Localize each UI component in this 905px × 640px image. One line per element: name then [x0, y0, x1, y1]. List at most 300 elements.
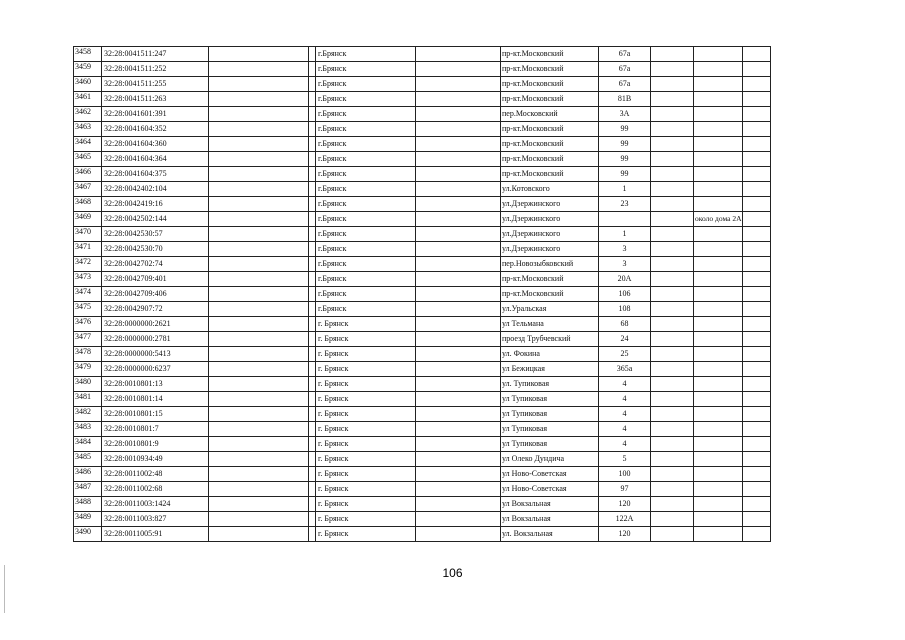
- blank-cell: [209, 497, 309, 512]
- blank-cell: [209, 272, 309, 287]
- city-cell: г.Брянск: [316, 92, 416, 107]
- blank-cell: [416, 62, 501, 77]
- blank-cell: [209, 227, 309, 242]
- row-number: 3478: [74, 347, 102, 362]
- row-number: 3484: [74, 437, 102, 452]
- blank-cell: [651, 197, 694, 212]
- city-cell: г.Брянск: [316, 122, 416, 137]
- street-cell: ул Тупиковая: [501, 407, 599, 422]
- row-number: 3490: [74, 527, 102, 542]
- house-number-cell: 365а: [599, 362, 651, 377]
- cadastral-number: 32:28:0011005:91: [102, 527, 209, 542]
- blank-cell: [416, 257, 501, 272]
- registry-table: [73, 46, 771, 542]
- house-number-cell: 120: [599, 497, 651, 512]
- blank-cell: [209, 482, 309, 497]
- blank-cell: [309, 362, 316, 377]
- table-row: [74, 407, 771, 422]
- note-cell: около дома 2А: [694, 212, 743, 227]
- row-number: 3471: [74, 242, 102, 257]
- note-cell: [694, 137, 743, 152]
- house-number-cell: 3: [599, 257, 651, 272]
- table-row: [74, 452, 771, 467]
- cadastral-number: 32:28:0011003:827: [102, 512, 209, 527]
- city-cell: г.Брянск: [316, 257, 416, 272]
- blank-cell: [742, 482, 770, 497]
- blank-cell: [742, 302, 770, 317]
- row-number: 3488: [74, 497, 102, 512]
- table-row: [74, 317, 771, 332]
- blank-cell: [742, 152, 770, 167]
- blank-cell: [742, 227, 770, 242]
- cadastral-number: 32:28:0042709:406: [102, 287, 209, 302]
- blank-cell: [416, 332, 501, 347]
- house-number-cell: 99: [599, 137, 651, 152]
- table-row: [74, 287, 771, 302]
- blank-cell: [309, 527, 316, 542]
- note-cell: [694, 257, 743, 272]
- house-number-cell: 108: [599, 302, 651, 317]
- blank-cell: [209, 122, 309, 137]
- blank-cell: [416, 317, 501, 332]
- blank-cell: [742, 137, 770, 152]
- blank-cell: [742, 287, 770, 302]
- street-cell: пер.Новозыбковский: [501, 257, 599, 272]
- blank-cell: [742, 437, 770, 452]
- city-cell: г.Брянск: [316, 197, 416, 212]
- house-number-cell: 4: [599, 422, 651, 437]
- blank-cell: [742, 77, 770, 92]
- cadastral-number: 32:28:0010801:9: [102, 437, 209, 452]
- blank-cell: [416, 437, 501, 452]
- city-cell: г. Брянск: [316, 467, 416, 482]
- blank-cell: [651, 512, 694, 527]
- row-number: 3468: [74, 197, 102, 212]
- blank-cell: [209, 77, 309, 92]
- blank-cell: [309, 332, 316, 347]
- blank-cell: [651, 167, 694, 182]
- cadastral-number: 32:28:0010801:15: [102, 407, 209, 422]
- cadastral-number: 32:28:0042530:70: [102, 242, 209, 257]
- street-cell: пр-кт.Московский: [501, 77, 599, 92]
- house-number-cell: 3А: [599, 107, 651, 122]
- city-cell: г. Брянск: [316, 317, 416, 332]
- blank-cell: [651, 347, 694, 362]
- blank-cell: [416, 107, 501, 122]
- table-row: [74, 77, 771, 92]
- row-number: 3475: [74, 302, 102, 317]
- blank-cell: [309, 167, 316, 182]
- blank-cell: [209, 512, 309, 527]
- note-cell: [694, 347, 743, 362]
- row-number: 3487: [74, 482, 102, 497]
- row-number: 3486: [74, 467, 102, 482]
- cadastral-number: 32:28:0011002:68: [102, 482, 209, 497]
- blank-cell: [309, 377, 316, 392]
- table-row: [74, 197, 771, 212]
- blank-cell: [309, 92, 316, 107]
- blank-cell: [416, 167, 501, 182]
- house-number-cell: 3: [599, 242, 651, 257]
- blank-cell: [651, 257, 694, 272]
- table-row: [74, 182, 771, 197]
- street-cell: ул Тупиковая: [501, 437, 599, 452]
- row-number: 3465: [74, 152, 102, 167]
- cadastral-number: 32:28:0042530:57: [102, 227, 209, 242]
- blank-cell: [416, 407, 501, 422]
- row-number: 3462: [74, 107, 102, 122]
- blank-cell: [209, 287, 309, 302]
- blank-cell: [651, 152, 694, 167]
- row-number: 3467: [74, 182, 102, 197]
- blank-cell: [209, 137, 309, 152]
- blank-cell: [416, 122, 501, 137]
- cadastral-number: 32:28:0041511:263: [102, 92, 209, 107]
- city-cell: г.Брянск: [316, 47, 416, 62]
- blank-cell: [209, 257, 309, 272]
- blank-cell: [309, 122, 316, 137]
- cadastral-number: 32:28:0042907:72: [102, 302, 209, 317]
- blank-cell: [416, 182, 501, 197]
- table-row: [74, 512, 771, 527]
- street-cell: проезд Трубчевский: [501, 332, 599, 347]
- street-cell: ул Тельмана: [501, 317, 599, 332]
- cadastral-number: 32:28:0010934:49: [102, 452, 209, 467]
- house-number-cell: 1: [599, 227, 651, 242]
- blank-cell: [742, 182, 770, 197]
- house-number-cell: 67а: [599, 62, 651, 77]
- blank-cell: [651, 362, 694, 377]
- blank-cell: [651, 497, 694, 512]
- blank-cell: [416, 242, 501, 257]
- cadastral-number: 32:28:0010801:13: [102, 377, 209, 392]
- blank-cell: [209, 167, 309, 182]
- street-cell: ул Тупиковая: [501, 422, 599, 437]
- blank-cell: [651, 122, 694, 137]
- note-cell: [694, 272, 743, 287]
- blank-cell: [742, 257, 770, 272]
- blank-cell: [742, 47, 770, 62]
- row-number: 3466: [74, 167, 102, 182]
- city-cell: г.Брянск: [316, 77, 416, 92]
- blank-cell: [309, 182, 316, 197]
- street-cell: пр-кт.Московский: [501, 62, 599, 77]
- table-row: [74, 227, 771, 242]
- blank-cell: [416, 497, 501, 512]
- blank-cell: [651, 317, 694, 332]
- note-cell: [694, 377, 743, 392]
- blank-cell: [416, 392, 501, 407]
- blank-cell: [651, 62, 694, 77]
- blank-cell: [209, 347, 309, 362]
- street-cell: пр-кт.Московский: [501, 152, 599, 167]
- street-cell: пр-кт.Московский: [501, 287, 599, 302]
- blank-cell: [309, 137, 316, 152]
- blank-cell: [309, 107, 316, 122]
- row-number: 3481: [74, 392, 102, 407]
- cadastral-number: 32:28:0011003:1424: [102, 497, 209, 512]
- note-cell: [694, 302, 743, 317]
- blank-cell: [742, 392, 770, 407]
- city-cell: г. Брянск: [316, 512, 416, 527]
- blank-cell: [309, 512, 316, 527]
- street-cell: ул Тупиковая: [501, 392, 599, 407]
- blank-cell: [742, 122, 770, 137]
- table-row: [74, 47, 771, 62]
- cadastral-number: 32:28:0010801:14: [102, 392, 209, 407]
- row-number: 3463: [74, 122, 102, 137]
- blank-cell: [651, 137, 694, 152]
- cadastral-number: 32:28:0000000:6237: [102, 362, 209, 377]
- table-row: [74, 137, 771, 152]
- blank-cell: [742, 452, 770, 467]
- blank-cell: [209, 422, 309, 437]
- note-cell: [694, 122, 743, 137]
- street-cell: ул.Дзержинского: [501, 197, 599, 212]
- row-number: 3461: [74, 92, 102, 107]
- blank-cell: [651, 107, 694, 122]
- street-cell: ул Бежицкая: [501, 362, 599, 377]
- blank-cell: [651, 287, 694, 302]
- house-number-cell: 24: [599, 332, 651, 347]
- blank-cell: [416, 527, 501, 542]
- blank-cell: [651, 437, 694, 452]
- street-cell: пр-кт.Московский: [501, 272, 599, 287]
- city-cell: г.Брянск: [316, 167, 416, 182]
- blank-cell: [416, 77, 501, 92]
- street-cell: ул. Вокзальная: [501, 527, 599, 542]
- note-cell: [694, 497, 743, 512]
- blank-cell: [309, 152, 316, 167]
- blank-cell: [742, 377, 770, 392]
- street-cell: ул Олеко Дундича: [501, 452, 599, 467]
- table-row: [74, 362, 771, 377]
- cadastral-number: 32:28:0000000:2781: [102, 332, 209, 347]
- blank-cell: [651, 302, 694, 317]
- house-number-cell: 4: [599, 392, 651, 407]
- blank-cell: [651, 227, 694, 242]
- house-number-cell: 25: [599, 347, 651, 362]
- blank-cell: [651, 392, 694, 407]
- note-cell: [694, 77, 743, 92]
- row-number: 3469: [74, 212, 102, 227]
- table-row: [74, 527, 771, 542]
- cadastral-number: 32:28:0041511:252: [102, 62, 209, 77]
- house-number-cell: 68: [599, 317, 651, 332]
- blank-cell: [416, 197, 501, 212]
- blank-cell: [209, 302, 309, 317]
- blank-cell: [209, 452, 309, 467]
- row-number: 3480: [74, 377, 102, 392]
- table-row: [74, 92, 771, 107]
- blank-cell: [416, 212, 501, 227]
- city-cell: г. Брянск: [316, 422, 416, 437]
- note-cell: [694, 452, 743, 467]
- blank-cell: [651, 332, 694, 347]
- note-cell: [694, 332, 743, 347]
- blank-cell: [309, 257, 316, 272]
- cadastral-number: 32:28:0041604:360: [102, 137, 209, 152]
- blank-cell: [742, 197, 770, 212]
- blank-cell: [742, 167, 770, 182]
- blank-cell: [742, 407, 770, 422]
- cadastral-number: 32:28:0010801:7: [102, 422, 209, 437]
- blank-cell: [651, 467, 694, 482]
- street-cell: ул Вокзальная: [501, 512, 599, 527]
- city-cell: г. Брянск: [316, 497, 416, 512]
- note-cell: [694, 107, 743, 122]
- blank-cell: [309, 197, 316, 212]
- city-cell: г. Брянск: [316, 452, 416, 467]
- blank-cell: [309, 317, 316, 332]
- blank-cell: [209, 377, 309, 392]
- blank-cell: [742, 242, 770, 257]
- city-cell: г.Брянск: [316, 227, 416, 242]
- blank-cell: [416, 287, 501, 302]
- note-cell: [694, 512, 743, 527]
- note-cell: [694, 197, 743, 212]
- table-row: [74, 62, 771, 77]
- cadastral-number: 32:28:0042702:74: [102, 257, 209, 272]
- city-cell: г. Брянск: [316, 332, 416, 347]
- city-cell: г. Брянск: [316, 377, 416, 392]
- blank-cell: [209, 392, 309, 407]
- city-cell: г.Брянск: [316, 242, 416, 257]
- blank-cell: [309, 47, 316, 62]
- note-cell: [694, 227, 743, 242]
- blank-cell: [309, 227, 316, 242]
- blank-cell: [309, 272, 316, 287]
- registry-table-body: [74, 47, 771, 542]
- table-row: [74, 437, 771, 452]
- note-cell: [694, 482, 743, 497]
- row-number: 3476: [74, 317, 102, 332]
- blank-cell: [309, 62, 316, 77]
- blank-cell: [209, 317, 309, 332]
- table-row: [74, 152, 771, 167]
- house-number-cell: 5: [599, 452, 651, 467]
- note-cell: [694, 47, 743, 62]
- cadastral-number: 32:28:0041601:391: [102, 107, 209, 122]
- blank-cell: [209, 152, 309, 167]
- cadastral-number: 32:28:0041604:364: [102, 152, 209, 167]
- blank-cell: [742, 512, 770, 527]
- note-cell: [694, 392, 743, 407]
- house-number-cell: 100: [599, 467, 651, 482]
- blank-cell: [742, 527, 770, 542]
- blank-cell: [651, 242, 694, 257]
- blank-cell: [651, 77, 694, 92]
- table-row: [74, 107, 771, 122]
- note-cell: [694, 422, 743, 437]
- blank-cell: [651, 92, 694, 107]
- note-cell: [694, 362, 743, 377]
- city-cell: г.Брянск: [316, 272, 416, 287]
- street-cell: ул.Дзержинского: [501, 227, 599, 242]
- table-row: [74, 347, 771, 362]
- note-cell: [694, 62, 743, 77]
- street-cell: ул.Котовского: [501, 182, 599, 197]
- city-cell: г.Брянск: [316, 182, 416, 197]
- table-row: [74, 272, 771, 287]
- cadastral-number: 32:28:0042419:16: [102, 197, 209, 212]
- blank-cell: [209, 527, 309, 542]
- cadastral-number: 32:28:0041604:352: [102, 122, 209, 137]
- city-cell: г. Брянск: [316, 392, 416, 407]
- table-row: [74, 242, 771, 257]
- table-row: [74, 497, 771, 512]
- table-row: [74, 422, 771, 437]
- blank-cell: [309, 467, 316, 482]
- cadastral-number: 32:28:0000000:5413: [102, 347, 209, 362]
- blank-cell: [742, 467, 770, 482]
- blank-cell: [416, 482, 501, 497]
- blank-cell: [416, 377, 501, 392]
- house-number-cell: 99: [599, 122, 651, 137]
- blank-cell: [309, 347, 316, 362]
- blank-cell: [742, 62, 770, 77]
- street-cell: ул Вокзальная: [501, 497, 599, 512]
- blank-cell: [309, 497, 316, 512]
- house-number-cell: 4: [599, 407, 651, 422]
- house-number-cell: 120: [599, 527, 651, 542]
- row-number: 3479: [74, 362, 102, 377]
- row-number: 3483: [74, 422, 102, 437]
- house-number-cell: 1: [599, 182, 651, 197]
- note-cell: [694, 287, 743, 302]
- street-cell: пр-кт.Московский: [501, 92, 599, 107]
- cadastral-number: 32:28:0041511:247: [102, 47, 209, 62]
- cadastral-number: 32:28:0042502:144: [102, 212, 209, 227]
- blank-cell: [651, 422, 694, 437]
- city-cell: г. Брянск: [316, 527, 416, 542]
- blank-cell: [416, 272, 501, 287]
- cadastral-number: 32:28:0041511:255: [102, 77, 209, 92]
- blank-cell: [209, 107, 309, 122]
- house-number-cell: 20А: [599, 272, 651, 287]
- house-number-cell: 67а: [599, 77, 651, 92]
- blank-cell: [416, 227, 501, 242]
- table-row: [74, 377, 771, 392]
- blank-cell: [209, 197, 309, 212]
- blank-cell: [309, 302, 316, 317]
- note-cell: [694, 437, 743, 452]
- row-number: 3458: [74, 47, 102, 62]
- row-number: 3477: [74, 332, 102, 347]
- blank-cell: [651, 407, 694, 422]
- blank-cell: [651, 272, 694, 287]
- row-number: 3485: [74, 452, 102, 467]
- city-cell: г.Брянск: [316, 302, 416, 317]
- blank-cell: [309, 422, 316, 437]
- blank-cell: [651, 212, 694, 227]
- row-number: 3470: [74, 227, 102, 242]
- street-cell: пр-кт.Московский: [501, 122, 599, 137]
- row-number: 3482: [74, 407, 102, 422]
- table-row: [74, 122, 771, 137]
- row-number: 3473: [74, 272, 102, 287]
- house-number-cell: [599, 212, 651, 227]
- street-cell: пр-кт.Московский: [501, 137, 599, 152]
- city-cell: г.Брянск: [316, 107, 416, 122]
- blank-cell: [742, 362, 770, 377]
- house-number-cell: 97: [599, 482, 651, 497]
- blank-cell: [416, 92, 501, 107]
- house-number-cell: 4: [599, 377, 651, 392]
- blank-cell: [742, 497, 770, 512]
- blank-cell: [416, 452, 501, 467]
- street-cell: ул. Тупиковая: [501, 377, 599, 392]
